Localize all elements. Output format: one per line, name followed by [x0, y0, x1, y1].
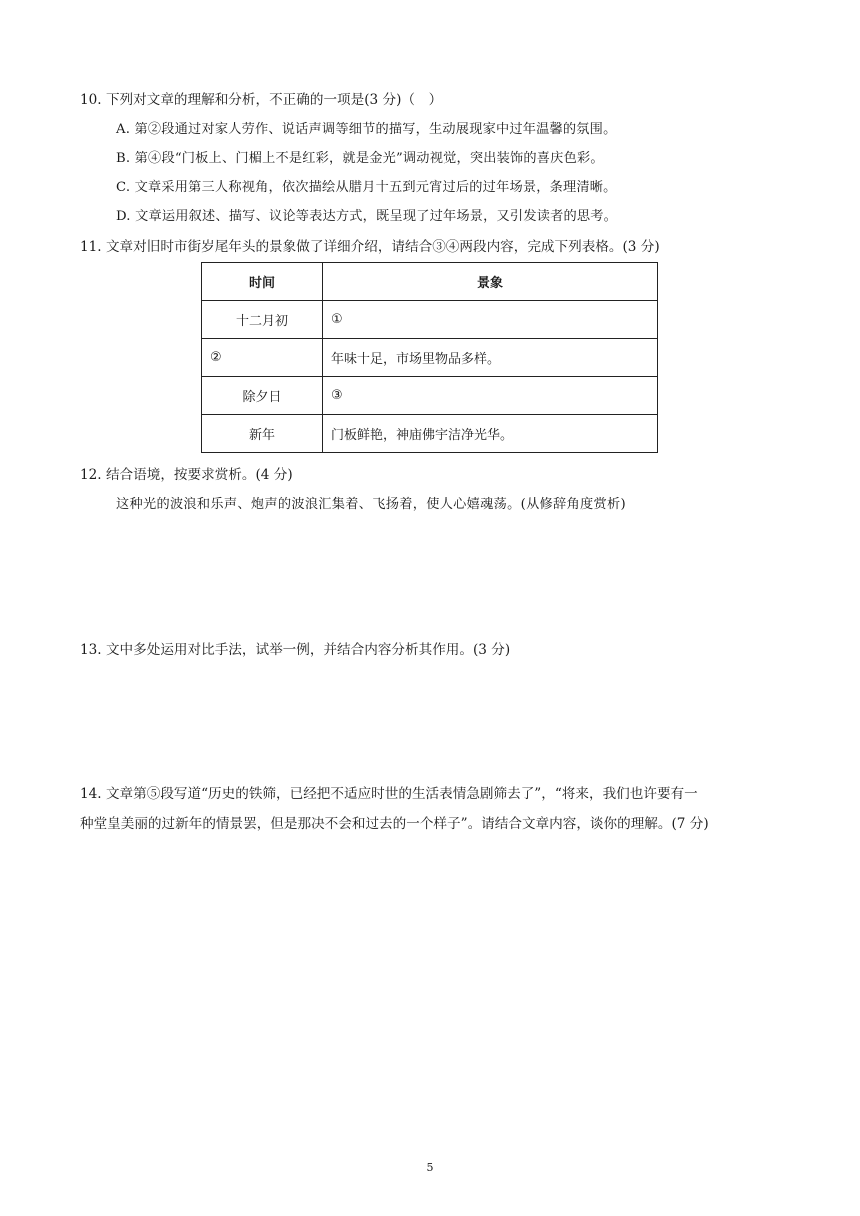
question-10-option-b: B. 第④段“门板上、门楣上不是红彩，就是金光”调动视觉，突出装饰的喜庆色彩。	[116, 151, 604, 166]
table-row	[202, 301, 658, 339]
table-cell-time: ②	[202, 339, 323, 377]
table-cell-scene: ③	[323, 377, 658, 415]
table-cell-scene: 门板鲜艳，神庙佛宇洁净光华。	[323, 415, 658, 453]
question-14-stem-line-2: 种堂皇美丽的过新年的情景罢，但是那决不会和过去的一个样子”。请结合文章内容，谈你的理解。(7 分)	[80, 816, 709, 832]
table-header-time: 时间	[202, 263, 323, 301]
question-10-option-d: D. 文章运用叙述、描写、议论等表达方式，既呈现了过年场景，又引发读者的思考。	[116, 209, 618, 224]
question-14-stem-line-1: 14. 文章第⑤段写道“历史的铁筛，已经把不适应时世的生活表情急剧筛去了”，“将来，我们也许要有一	[80, 786, 698, 802]
table-row	[202, 415, 658, 453]
scene-table	[201, 262, 658, 453]
table-row	[202, 339, 658, 377]
question-10-stem: 10. 下列对文章的理解和分析，不正确的一项是(3 分)（ ）	[80, 92, 443, 108]
question-13-stem: 13. 文中多处运用对比手法，试举一例，并结合内容分析其作用。(3 分)	[80, 642, 511, 658]
question-10-option-a: A. 第②段通过对家人劳作、说话声调等细节的描写，生动展现家中过年温馨的氛围。	[116, 122, 617, 137]
table-cell-time: 除夕日	[202, 377, 323, 415]
table-cell-scene: 年味十足，市场里物品多样。	[323, 339, 658, 377]
table-row	[202, 377, 658, 415]
page-number: 5	[426, 1161, 434, 1174]
question-12-quote: 这种光的波浪和乐声、炮声的波浪汇集着、飞扬着，使人心嬉魂荡。(从修辞角度赏析)	[116, 497, 626, 512]
table-cell-time: 新年	[202, 415, 323, 453]
question-10-option-c: C. 文章采用第三人称视角，依次描绘从腊月十五到元宵过后的过年场景，条理清晰。	[116, 180, 617, 195]
table-header-row	[202, 263, 658, 301]
table-cell-scene: ①	[323, 301, 658, 339]
table-header-scene: 景象	[323, 263, 658, 301]
question-12-stem: 12. 结合语境，按要求赏析。(4 分)	[80, 467, 293, 483]
question-11-stem: 11. 文章对旧时市街岁尾年头的景象做了详细介绍，请结合③④两段内容，完成下列表格。(3 分)	[80, 239, 660, 255]
table-cell-time: 十二月初	[202, 301, 323, 339]
